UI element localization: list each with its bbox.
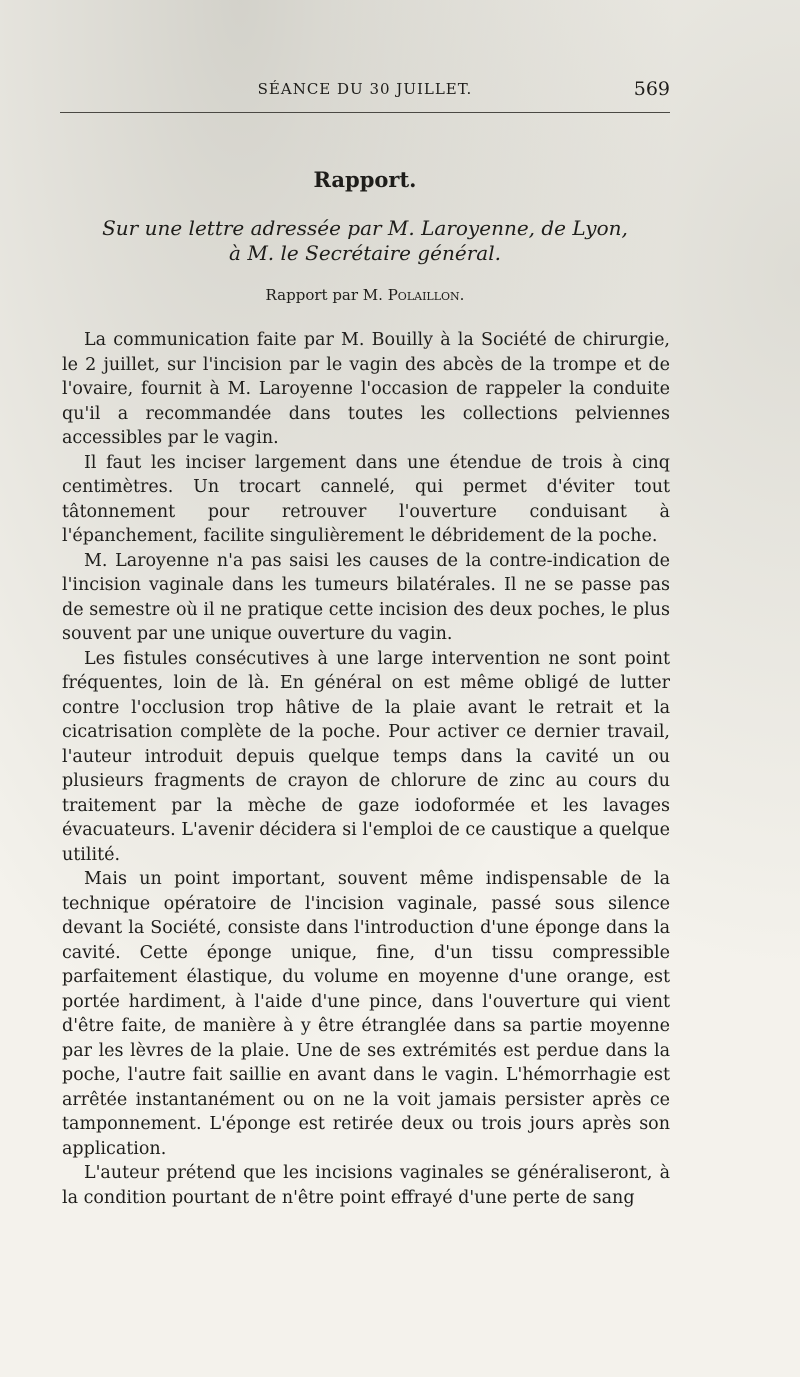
body-text <box>62 328 670 1210</box>
paragraph: Les fistules consécutives à une large intervention ne sont point fréquentes, loin de là. En général on est même obligé de lutter contre l'occlusion trop hâtive de la plaie avant le retrait et la cicatrisation complète de la poche. Pour activer ce dernier travail, l'auteur introduit depuis quelque temps dans la cavité un ou plusieurs fragments de crayon de chlorure de zinc au cours du traitement par la mèche de gaze iodoformée et les lavages évacuateurs. L'avenir décidera si l'emploi de ce caustique a quelque utilité. <box>62 648 670 865</box>
reporter-line <box>60 286 670 304</box>
running-head <box>60 80 670 104</box>
subtitle-line-2: à M. le Secrétaire général. <box>229 241 501 265</box>
paragraph: Il faut les inciser largement dans une étendue de trois à cinq centimètres. Un trocart cannelé, qui permet d'éviter tout tâtonnement pour retrouver l'ouverture conduisant à l'épanchement, facilite singulièrement le débridement de la poche. <box>62 452 670 546</box>
reporter-prefix: Rapport par M. <box>265 286 383 304</box>
paragraph: Mais un point important, souvent même indispensable de la technique opératoire de l'incision vaginale, passé sous silence devant la Société, consiste dans l'introduction d'une éponge dans la cavité. Cette éponge unique, fine, d'un tissu compressible parfaitement élastique, du volume en moyenne d'une orange, est portée hardiment, à l'aide d'une pince, dans l'ouverture qui vient d'être faite, de manière à y être étranglée dans sa partie moyenne par les lèvres de la plaie. Une de ses extrémités est perdue dans la poche, l'autre fait saillie en avant dans le vagin. L'hémorrhagie est arrêtée instantanément ou on ne la voit jamais persister après ce tamponnement. L'éponge est retirée deux ou trois jours après son application. <box>62 869 670 1159</box>
paragraph: La communication faite par M. Bouilly à la Société de chirurgie, le 2 juillet, sur l'incision par le vagin des abcès de la trompe et de l'ovaire, fournit à M. Laroyenne l'occasion de rappeler la conduite qu'il a recommandée dans toutes les collections pelviennes accessibles par le vagin. <box>62 330 670 448</box>
subtitle-line-1: Sur une lettre adressée par M. Laroyenne, de Lyon, <box>102 216 628 240</box>
reporter-name: Polaillon. <box>387 286 465 304</box>
paragraph: L'auteur prétend que les incisions vaginales se généraliseront, à la condition pourtant de n'être point effrayé d'une perte de sang <box>62 1163 670 1208</box>
section-subtitle <box>60 216 670 266</box>
paragraph: M. Laroyenne n'a pas saisi les causes de la contre-indication de l'incision vaginale dans les tumeurs bilatérales. Il ne se passe pas de semestre où il ne pratique cette incision des deux poches, le plus souvent par une unique ouverture du vagin. <box>62 550 670 644</box>
page-number: 569 <box>633 78 670 100</box>
running-head-title: SÉANCE DU 30 JUILLET. <box>257 80 473 98</box>
section-heading: Rapport. <box>313 167 417 192</box>
header-rule <box>60 112 670 113</box>
